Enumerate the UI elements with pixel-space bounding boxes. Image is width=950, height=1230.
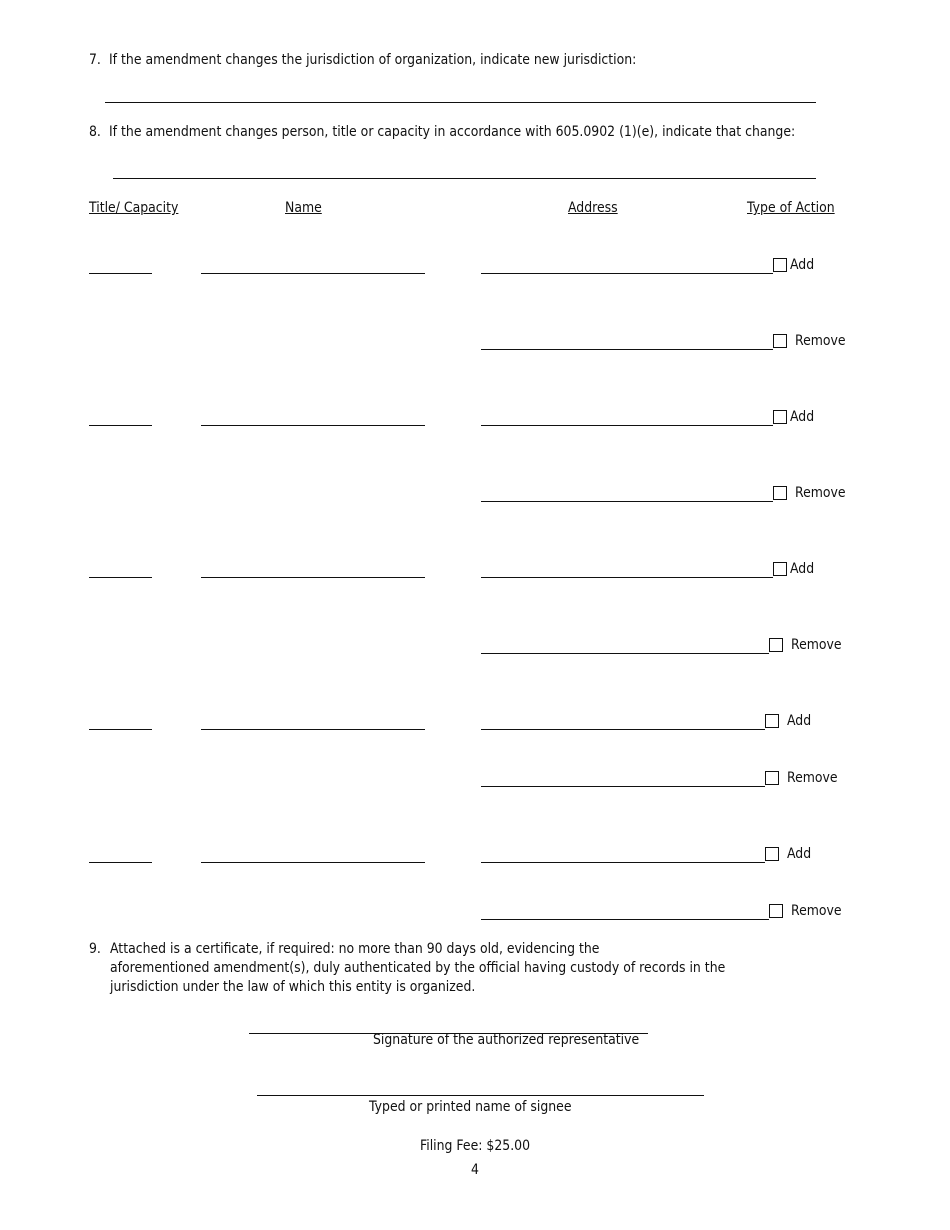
item-9-line-1: Attached is a certificate, if required: no more than 90 days old, evidencing the <box>110 941 600 957</box>
item-9-line-3: jurisdiction under the law of which this entity is organized. <box>110 979 476 995</box>
item-7-number: 7. <box>89 52 101 68</box>
add-checkbox-4[interactable] <box>765 714 779 728</box>
header-name: Name <box>285 200 322 216</box>
add-checkbox-5[interactable] <box>765 847 779 861</box>
signature-label: Signature of the authorized representative <box>373 1032 640 1048</box>
add-checkbox-1[interactable] <box>773 258 787 272</box>
printed-name-label: Typed or printed name of signee <box>369 1099 572 1115</box>
name-line-3[interactable] <box>201 577 425 578</box>
add-label-2: Add <box>790 409 815 425</box>
name-line-2[interactable] <box>201 425 425 426</box>
remove-checkbox-5[interactable] <box>769 904 783 918</box>
item-8-number: 8. <box>89 124 101 140</box>
add-label-3: Add <box>790 561 815 577</box>
remove-checkbox-3[interactable] <box>769 638 783 652</box>
remove-label-1: Remove <box>795 333 846 349</box>
add-label-4: Add <box>787 713 812 729</box>
remove-label-2: Remove <box>795 485 846 501</box>
address-line-3a[interactable] <box>481 577 773 578</box>
item-9-number: 9. <box>89 941 101 957</box>
header-address: Address <box>568 200 618 216</box>
address-line-3b[interactable] <box>481 653 769 654</box>
remove-label-3: Remove <box>791 637 842 653</box>
add-label-5: Add <box>787 846 812 862</box>
remove-label-5: Remove <box>791 903 842 919</box>
add-checkbox-2[interactable] <box>773 410 787 424</box>
remove-label-4: Remove <box>787 770 838 786</box>
add-checkbox-3[interactable] <box>773 562 787 576</box>
name-line-1[interactable] <box>201 273 425 274</box>
address-line-1a[interactable] <box>481 273 773 274</box>
address-line-2b[interactable] <box>481 501 773 502</box>
name-line-5[interactable] <box>201 862 425 863</box>
address-line-5a[interactable] <box>481 862 765 863</box>
name-line-4[interactable] <box>201 729 425 730</box>
page-number: 4 <box>471 1162 479 1178</box>
printed-name-line[interactable] <box>257 1095 704 1096</box>
title-capacity-line-1[interactable] <box>89 273 152 274</box>
remove-checkbox-2[interactable] <box>773 486 787 500</box>
item-7-text: If the amendment changes the jurisdiction of organization, indicate new jurisdiction: <box>109 52 637 68</box>
address-line-4b[interactable] <box>481 786 765 787</box>
address-line-5b[interactable] <box>481 919 769 920</box>
remove-checkbox-4[interactable] <box>765 771 779 785</box>
remove-checkbox-1[interactable] <box>773 334 787 348</box>
title-capacity-line-3[interactable] <box>89 577 152 578</box>
title-capacity-line-5[interactable] <box>89 862 152 863</box>
add-label-1: Add <box>790 257 815 273</box>
address-line-2a[interactable] <box>481 425 773 426</box>
capacity-change-line[interactable] <box>113 178 816 179</box>
address-line-4a[interactable] <box>481 729 765 730</box>
address-line-1b[interactable] <box>481 349 773 350</box>
title-capacity-line-4[interactable] <box>89 729 152 730</box>
header-title-capacity: Title/ Capacity <box>89 200 179 216</box>
filing-fee: Filing Fee: $25.00 <box>419 1138 531 1154</box>
title-capacity-line-2[interactable] <box>89 425 152 426</box>
item-9-line-2: aforementioned amendment(s), duly authenticated by the official having custody of records in the <box>110 960 726 976</box>
new-jurisdiction-line[interactable] <box>105 102 816 103</box>
item-8-text: If the amendment changes person, title or capacity in accordance with 605.0902 (1)(e), indicate that change: <box>109 124 796 140</box>
header-type-of-action: Type of Action <box>747 200 835 216</box>
